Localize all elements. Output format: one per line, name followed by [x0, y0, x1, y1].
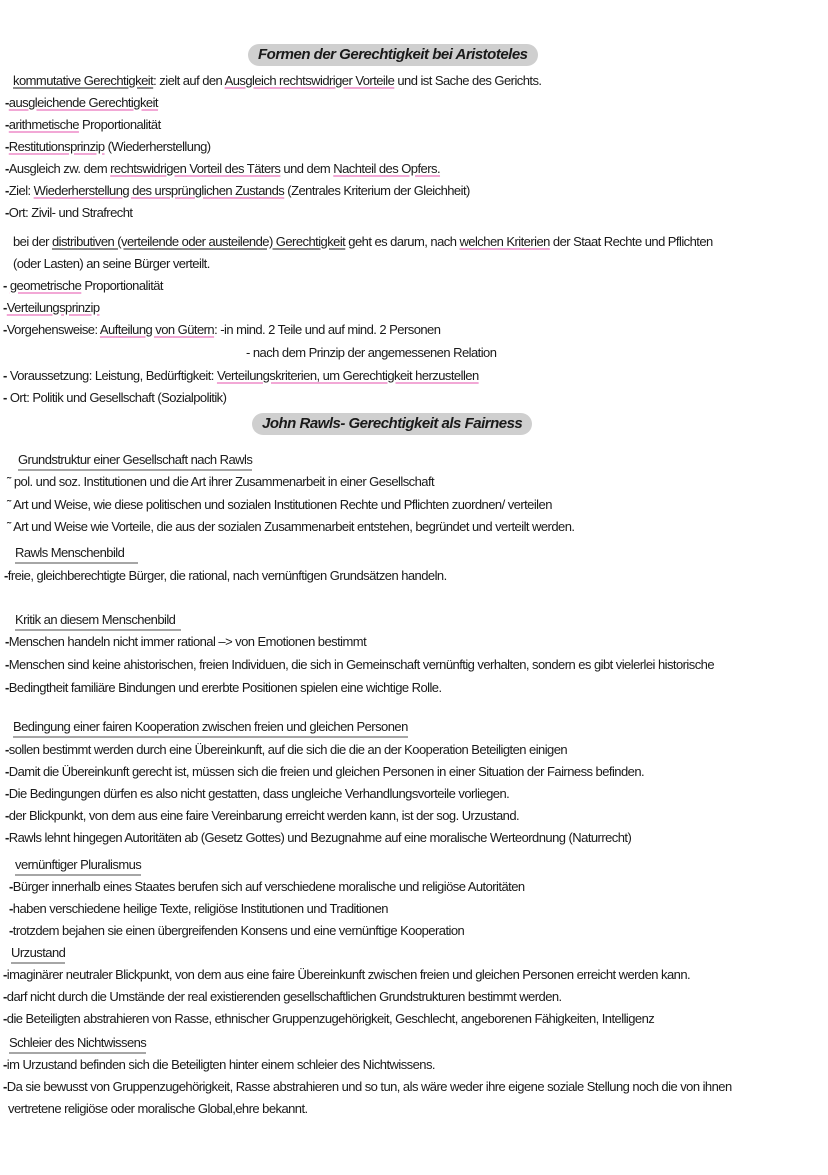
text: geht es darum, nach — [345, 234, 460, 249]
heading-text: Urzustand — [11, 944, 65, 964]
distributive-line — [13, 233, 713, 251]
item-text: haben verschiedene heilige Texte, religiöse Institutionen und Traditionen — [12, 901, 388, 916]
section-heading — [15, 544, 138, 564]
kommutative-term: kommutative Gerechtigkeit — [13, 73, 154, 88]
item-text: Aufteilung von Gütern — [99, 322, 215, 337]
item-text: pol. und soz. Institutionen und die Art ihrer Zusammenarbeit in einer Gesellschaft — [13, 474, 435, 489]
item-text: die Beteiligten abstrahieren von Rasse, ethnischer Gruppenzugehörigkeit, Geschlecht, angeborenen Fähigkeiten, Intelligenz — [6, 1011, 655, 1026]
list-item: -Menschen sind keine ahistorischen, freien Individuen, die sich in Gemeinschaft vernünftig verhalten, sondern es gibt vielerlei historische — [5, 657, 715, 672]
list-item: -ausgleichende Gerechtigkeit — [5, 95, 158, 110]
item-text: Menschen handeln nicht immer rational –> von Emotionen bestimmt — [8, 634, 367, 649]
list-item: -der Blickpunkt, von dem aus eine faire Vereinbarung erreicht werden kann, ist der sog. Urzustand. — [5, 808, 520, 823]
item-text: Die Bedingungen dürfen es also nicht gestatten, dass ungleiche Verhandlungsvorteile vorliegen. — [8, 786, 510, 801]
list-item: ˜ pol. und soz. Institutionen und die Art ihrer Zusammenarbeit in einer Gesellschaft — [7, 474, 435, 489]
item-text: im Urzustand befinden sich die Beteiligten hinter einem schleier des Nichtwissens. — [6, 1057, 435, 1072]
item-text: Voraussetzung: Leistung, Bedürftigkeit: — [9, 368, 217, 383]
distributive-line-2: (oder Lasten) an seine Bürger verteilt. — [13, 256, 210, 271]
item-text: imaginärer neutraler Blickpunkt, von dem aus eine faire Übereinkunft zwischen freien und gleichen Personen erreicht werden kann. — [6, 967, 691, 982]
item-text: Wiederherstellung des ursprünglichen Zustands — [33, 183, 285, 198]
text: der Staat Rechte und Pflichten — [549, 234, 713, 249]
item-text: Art und Weise wie Vorteile, die aus der sozialen Zusammenarbeit entstehen, begründet und verteilt werden. — [13, 519, 575, 534]
item-text: Verteilungsprinzip — [6, 300, 100, 315]
section-heading — [11, 944, 65, 964]
item-text: (Zentrales Kriterium der Gleichheit) — [284, 183, 470, 198]
heading-text: Bedingung einer fairen Kooperation zwischen freien und gleichen Personen — [13, 718, 408, 738]
section-heading — [13, 718, 408, 738]
highlight: welchen Kriterien — [459, 234, 550, 249]
item-text: rechtswidrigen Vorteil des Täters — [110, 161, 281, 176]
item-text: darf nicht durch die Umstände der real existierenden gesellschaftlichen Grundstrukturen bestimmt werden. — [6, 989, 562, 1004]
item-text: Damit die Übereinkunft gerecht ist, müssen sich die freien und gleichen Personen in einer Situation der Fairness befinden. — [8, 764, 645, 779]
list-item: -freie, gleichberechtigte Bürger, die rational, nach vernünftigen Grundsätzen handeln. — [4, 568, 447, 583]
list-item: -Vorgehensweise: Aufteilung von Gütern: -in mind. 2 Teile und auf mind. 2 Personen — [3, 322, 441, 337]
heading-text: Kritik an diesem Menschenbild — [15, 611, 181, 631]
item-text: Ausgleich zw. dem — [8, 161, 111, 176]
text: bei der — [13, 234, 52, 249]
item-text: Ort: Zivil- und Strafrecht — [8, 205, 133, 220]
list-item: -Verteilungsprinzip — [3, 300, 100, 315]
highlight: Ausgleich rechtswidriger Vorteile — [224, 73, 395, 88]
item-text: ausgleichende Gerechtigkeit — [8, 95, 158, 110]
item-text: Nachteil des Opfers. — [333, 161, 441, 176]
item-text: der Blickpunkt, von dem aus eine faire Vereinbarung erreicht werden kann, ist der sog. Urzustand. — [8, 808, 520, 823]
heading-text: Rawls Menschenbild — [15, 544, 138, 564]
item-text: trotzdem bejahen sie einen übergreifenden Konsens und eine vernünftige Kooperation — [12, 923, 465, 938]
title-rawls: John Rawls- Gerechtigkeit als Fairness — [252, 413, 532, 435]
list-item: -Da sie bewusst von Gruppenzugehörigkeit, Rasse abstrahieren und so tun, als wäre weder ihre eigene soziale Stellung noch die von ihnen — [3, 1079, 732, 1094]
list-item: -trotzdem bejahen sie einen übergreifenden Konsens und eine vernünftige Kooperation — [9, 923, 465, 938]
heading-text: Grundstruktur einer Gesellschaft nach Rawls — [18, 451, 252, 471]
list-item: -Rawls lehnt hingegen Autoritäten ab (Gesetz Gottes) und Bezugnahme auf eine moralische Werteordnung (Naturrecht) — [5, 830, 632, 845]
item-text: (Wiederherstellung) — [104, 139, 211, 154]
text: und ist Sache des Gerichts. — [394, 73, 542, 88]
list-item: ˜ Art und Weise wie Vorteile, die aus der sozialen Zusammenarbeit entstehen, begründet und verteilt werden. — [7, 519, 575, 534]
list-item: -Bürger innerhalb eines Staates berufen sich auf verschiedene moralische und religiöse Autoritäten — [9, 879, 525, 894]
item-text: Bürger innerhalb eines Staates berufen sich auf verschiedene moralische und religiöse Autoritäten — [12, 879, 525, 894]
section-heading — [18, 451, 252, 471]
list-item: -sollen bestimmt werden durch eine Übereinkunft, auf die sich die die an der Kooperation Beteiligten einigen — [5, 742, 568, 757]
item-text: Vorgehensweise: — [6, 322, 100, 337]
heading-text: Schleier des Nichtwissens — [9, 1034, 146, 1054]
distributive-term: distributiven (verteilende oder austeilende) Gerechtigkeit — [51, 234, 346, 249]
item-text: geometrische — [9, 278, 82, 293]
item-text: Art und Weise, wie diese politischen und sozialen Institutionen Rechte und Pflichten zuordnen/ verteilen — [13, 497, 552, 512]
item-text: Restitutionsprinzip — [8, 139, 105, 154]
section-heading — [9, 1034, 146, 1054]
section-heading — [15, 611, 181, 631]
item-text: Rawls lehnt hingegen Autoritäten ab (Gesetz Gottes) und Bezugnahme auf eine moralische Werteordnung (Naturrecht) — [8, 830, 632, 845]
title-aristoteles: Formen der Gerechtigkeit bei Aristoteles — [248, 44, 538, 66]
item-text: arithmetische — [8, 117, 79, 132]
list-item: -darf nicht durch die Umstände der real existierenden gesellschaftlichen Grundstrukturen bestimmt werden. — [3, 989, 562, 1004]
text: : zielt auf den — [153, 73, 225, 88]
list-item: -im Urzustand befinden sich die Beteiligten hinter einem schleier des Nichtwissens. — [3, 1057, 435, 1072]
list-item: -Damit die Übereinkunft gerecht ist, müssen sich die freien und gleichen Personen in einer Situation der Fairness befinden. — [5, 764, 645, 779]
list-item: -Ort: Zivil- und Strafrecht — [5, 205, 133, 220]
item-text: Proportionalität — [78, 117, 161, 132]
list-item: -Menschen handeln nicht immer rational –> von Emotionen bestimmt — [5, 634, 367, 649]
list-item: -imaginärer neutraler Blickpunkt, von dem aus eine faire Übereinkunft zwischen freien und gleichen Personen erreicht werden kann. — [3, 967, 691, 982]
item-text: Verteilungskriterien, um Gerechtigkeit herzustellen — [216, 368, 479, 383]
item-text: Da sie bewusst von Gruppenzugehörigkeit, Rasse abstrahieren und so tun, als wäre weder ihre eigene soziale Stellung noch die von ihnen — [6, 1079, 732, 1094]
item-text: freie, gleichberechtigte Bürger, die rational, nach vernünftigen Grundsätzen handeln. — [7, 568, 447, 583]
list-item: ˜ Art und Weise, wie diese politischen und sozialen Institutionen Rechte und Pflichten zuordnen/ verteilen — [7, 497, 552, 512]
list-item: -Ziel: Wiederherstellung des ursprünglichen Zustands (Zentrales Kriterium der Gleichheit) — [5, 183, 470, 198]
list-item-continuation: - nach dem Prinzip der angemessenen Relation — [246, 345, 497, 360]
list-item: - geometrische Proportionalität — [3, 278, 163, 293]
item-text: Bedingtheit familiäre Bindungen und ererbte Positionen spielen eine wichtige Rolle. — [8, 680, 442, 695]
list-item: - Voraussetzung: Leistung, Bedürftigkeit: Verteilungskriterien, um Gerechtigkeit herzustellen — [3, 368, 479, 383]
list-item: -haben verschiedene heilige Texte, religiöse Institutionen und Traditionen — [9, 901, 388, 916]
list-item: -die Beteiligten abstrahieren von Rasse, ethnischer Gruppenzugehörigkeit, Geschlecht, angeborenen Fähigkeiten, Intelligenz — [3, 1011, 655, 1026]
heading-text: vernünftiger Pluralismus — [15, 856, 141, 876]
list-item: -Ausgleich zw. dem rechtswidrigen Vorteil des Täters und dem Nachteil des Opfers. — [5, 161, 441, 176]
list-item: - Ort: Politik und Gesellschaft (Sozialpolitik) — [3, 390, 227, 405]
item-text: und dem — [280, 161, 334, 176]
list-item-continuation: vertretene religiöse oder moralische Global,ehre bekannt. — [8, 1101, 308, 1116]
list-item: -Bedingtheit familiäre Bindungen und ererbte Positionen spielen eine wichtige Rolle. — [5, 680, 442, 695]
list-item: -Die Bedingungen dürfen es also nicht gestatten, dass ungleiche Verhandlungsvorteile vorliegen. — [5, 786, 510, 801]
item-text: Ziel: — [8, 183, 34, 198]
item-text: Proportionalität — [81, 278, 163, 293]
item-text: Ort: Politik und Gesellschaft (Sozialpolitik) — [9, 390, 227, 405]
item-text: : -in mind. 2 Teile und auf mind. 2 Personen — [214, 322, 441, 337]
item-text: Menschen sind keine ahistorischen, freien Individuen, die sich in Gemeinschaft vernünftig verhalten, sondern es gibt vielerlei historische — [8, 657, 715, 672]
item-text: sollen bestimmt werden durch eine Übereinkunft, auf die sich die die an der Kooperation Beteiligten einigen — [8, 742, 568, 757]
kommutative-line — [13, 72, 541, 90]
list-item: -arithmetische Proportionalität — [5, 117, 161, 132]
section-heading — [15, 856, 141, 876]
list-item: -Restitutionsprinzip (Wiederherstellung) — [5, 139, 211, 154]
